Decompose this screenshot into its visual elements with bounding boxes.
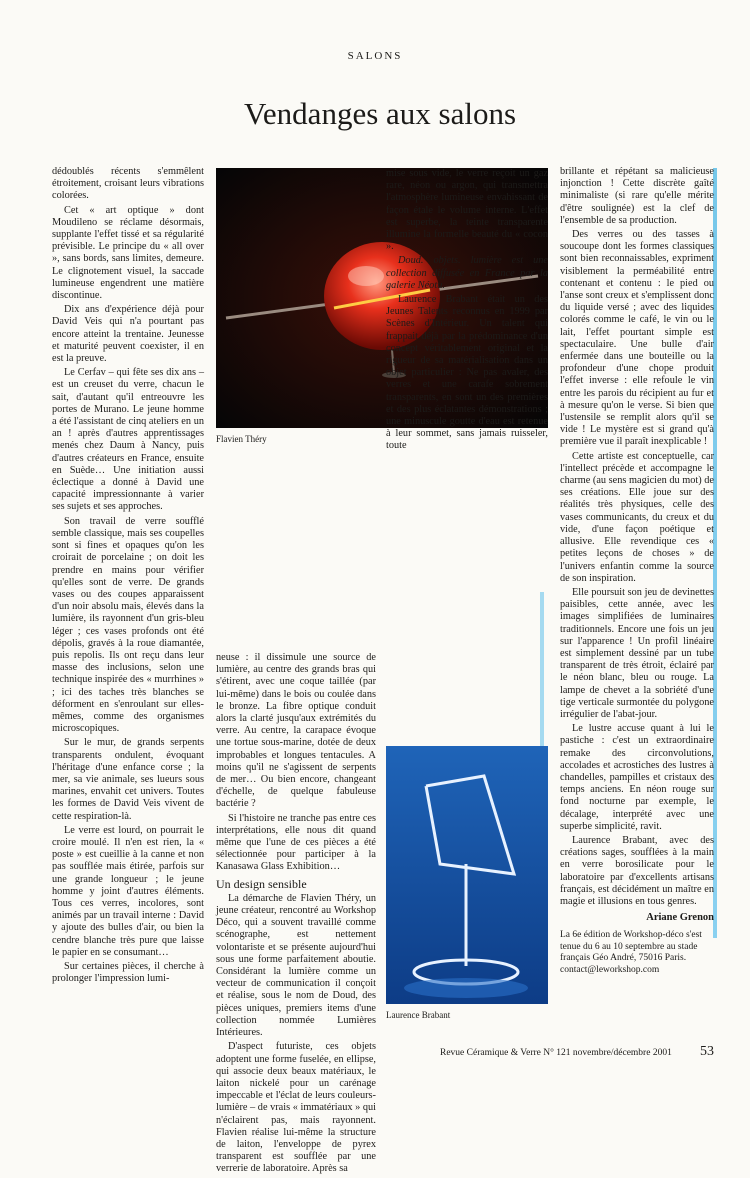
paragraph: mise sous vide, le verre reçoit un gaz rare, néon ou argon, qui transmettra l'atmosphère lumineuse envahissant de façon étale le volume interne. L'effet est superbe, la teinte transparente illumine la formelle beauté du « cocon ». <box>386 168 548 253</box>
column-4 <box>560 166 714 976</box>
page-number: 53 <box>700 1044 714 1059</box>
paragraph: Son travail de verre soufflé semble classique, mais ses coupelles sont si fines et opaques qu'on les croirait de porcelaine ; on doit les prendre en mains pour vérifier qu'elles sont de verre. De grands vases ou des coupes apparaissent d'un noir absolu mais, élevés dans la lumière, ils rayonnent d'un gris-bleu léger ; ces vases profonds ont été dépolis, gravés à la roue diamantée, puis repolis. Ils ont reçu dans leur masse des inclusions, selon une technique inspirée des « murrhines » ; ici des taches très blanches se déforment en s'enroulant sur elles-mêmes, comme des organismes microscopiques. <box>52 515 204 735</box>
paragraph: Laurence Brabant, avec des créations sages, soufflées à la main en verre borosilicate pour le laboratoire par d'excellents artisans français, est décidément un maître en magie et illusions en tous genres. <box>560 834 714 907</box>
paragraph: La démarche de Flavien Théry, un jeune créateur, rencontré au Workshop Déco, qui a souvent travaillé comme scénographe, est nettement volontariste et se présente aujourd'hui sous une forme parfaitement aboutie. Considérant la lumière comme un vecteur de communication il conçoit et réalise, sous le nom de Doud, des pièces uniques, premiers items d'une collection nommée Lumières Intérieures. <box>216 892 376 1039</box>
paragraph: Des verres ou des tasses à soucoupe dont les formes classiques sont bien reconnaissables, expriment visiblement la perméabilité entre contenant et contenu : le pied ou l'anse sont creux et s'emplissent donc du liquide versé ; avec des liquides colorés comme le café, le vin ou le lait, l'effet pourtant simple est spectaculaire. Une bulle d'air enfermée dans une bouteille ou la profondeur d'une chope produit l'effet inverse : elle refoule le vin entre les parois du récipient au fur et à mesure qu'on le verse. Si bien que l'ustensile se remplit alors qu'il se vide ! Le mystère est si grand qu'à première vue il paraît inexplicable ! <box>560 229 714 448</box>
neon-lamp-image <box>386 746 548 1004</box>
paragraph: Elle poursuit son jeu de devinettes paisibles, cette année, avec les images simplifiées de luminaires traditionnels. Encore une fois un jeu sur l'apparence ! Un profil linéaire est simplement dessiné par un tube transparent de très étroit, éclairé par le néon blanc, bleu ou rouge. La lampe de chevet a la sobriété d'une tige verticale surmontée du polygone irrégulier de l'abat-jour. <box>560 586 714 720</box>
footer-publication: Revue Céramique & Verre N° 121 novembre/décembre 2001 <box>440 1048 672 1058</box>
paragraph: Le lustre accuse quant à lui le pastiche : c'est un extraordinaire remake des circonvolutions, accolades et acrostiches des lustres à chandelles, pampilles et cristaux des temps anciens. En néon rouge sur fond nocturne par exemple, le décalage, interprété avec une superbe simplicité, ravit. <box>560 723 714 832</box>
paragraph: Si l'histoire ne tranche pas entre ces interprétations, elle nous dit quand même que l'une de ces pièces a été sélectionnée pour participer à la Kanasawa Glass Exhibition… <box>216 812 376 873</box>
paragraph: Cette artiste est conceptuelle, car l'intellect précède et accompagne le charme (au sens magicien du mot) de ses créations. Elle joue sur des réalités très physiques, celle des vases communicants, du creux et du vide, d'une façon poétique et allusive. Elle revendique ces « petites leçons de choses » de l'univers enfantin comme la source de son inspiration. <box>560 450 714 584</box>
event-note: La 6e édition de Workshop-déco s'est tenue du 6 au 10 septembre au stade français Géo André, 75016 Paris. contact@leworkshop.com <box>560 930 702 975</box>
subheading: Un design sensible <box>216 876 307 891</box>
column-1 <box>52 166 204 987</box>
section-label: SALONS <box>347 50 403 62</box>
paragraph: Cet « art optique » dont Moudileno se réclame désormais, supplante l'effet tissé et sa régularité prévisible. Le principe du « all over », sans bords, sans limites, demeure. Le clignotement visuel, la saccade lumineuse engendrent une matière discontinue. <box>52 204 204 302</box>
paragraph: Le Cerfav – qui fête ses dix ans – est un creuset du verre, chacun le sait, d'autant qu'il entreouvre les portes de Murano. Le jeune homme a été l'assistant de cinq ateliers en un an ! après d'autres apprentissages menés chez Daum à Nancy, puis d'autres créateurs en France, ensuite en Suède… Une initiation aussi éclectique a donné à David une capacité impressionnante à varier ses sujets et ses approches. <box>52 367 204 513</box>
author-name: Ariane Grenon <box>646 912 714 924</box>
photo-laurence-brabant <box>386 746 548 1004</box>
paragraph: dédoublés récents s'emmêlent étroitement, croisant leurs vibrations colorées. <box>52 166 204 202</box>
highlighter-mark-secondary <box>540 592 544 752</box>
paragraph: Le verre est lourd, on pourrait le croire moulé. Il n'en est rien, la « poste » est cueillie à la canne et non pas soufflée mais étirée, parfois sur une grande longueur ; le jeune homme y joint d'autres éléments. Tous ces verres, incolores, sont animés par un travail interne : David y ajoute des bulles d'air, ou bien la cendre blanche très pure que laisse le papier en se consumant… <box>52 824 204 958</box>
paragraph: Laurence Brabant était un des Jeunes Talents reconnus en 1999 par Scènes d'Intérieur. Un talent qui frappait déjà par la prédominance d'un concept véritablement original et la rigueur de sa matérialisation dans un objet particulier : Ne pas avaler, des verres et une carafe sobrement transparents, en sont un des premières et des plus éclatantes démonstrations ; une minuscule goutte d'eau est retenue à leur sommet, sans jamais ruisseler, toute <box>386 294 548 452</box>
photo-caption: Flavien Théry <box>216 434 267 444</box>
photo-caption: Laurence Brabant <box>386 1010 451 1020</box>
paragraph: Dix ans d'expérience déjà pour David Veis qui n'a pourtant pas encore atteint la trentaine. Jeunesse et maturité peuvent coexister, il en est la preuve. <box>52 304 204 365</box>
paragraph: Sur certaines pièces, il cherche à prolonger l'impression lumi- <box>52 961 204 985</box>
paragraph: D'aspect futuriste, ces objets adoptent une forme fuselée, en ellipse, qui associe deux beaux matériaux, le laiton nickelé pour un carénage impeccable et l'éclat de leurs couleurs-lumière – de vrais « immatériaux » qui n'éclairent pas, mais rayonnent. Flavien réalise lui-même la structure de laiton, l'enveloppe de pyrex transparent est soufflée par une verrerie de laboratoire. Après sa <box>216 1041 376 1175</box>
paragraph: brillante et répétant sa malicieuse injonction ! Cette discrète gaîté minimaliste (si rare qu'elle mérite d'être soulignée) est la clef de l'ensemble de sa production. <box>560 166 714 226</box>
paragraph: Doud. objets. lumière est une collection diffusée en France par la galerie Néotu. <box>386 255 548 291</box>
page-title: Vendanges aux salons <box>243 96 517 131</box>
paragraph: neuse : il dissimule une source de lumière, au centre des grands bras qui s'étirent, avec une coque taillée (par lui-même) dans le bois ou coulée dans le bronze. La fibre optique conduit alors la clarté jusqu'aux extrémités du verre. Au centre, la carapace évoque une tortue sous-marine, dotée de deux improbables et longues tentacules. A moins qu'il ne s'agissent de serpents de mer… Ou bien encore, changeant d'échelle, de quelque fabuleuse bactérie ? <box>216 652 376 810</box>
paragraph: Sur le mur, de grands serpents transparents ondulent, évoquant l'héritage d'une enfance corse ; la mer, sa vie animale, ses lueurs sous marines, envahit cet univers. Toutes les formes de David Veis vivent de cette respiration-là. <box>52 737 204 822</box>
